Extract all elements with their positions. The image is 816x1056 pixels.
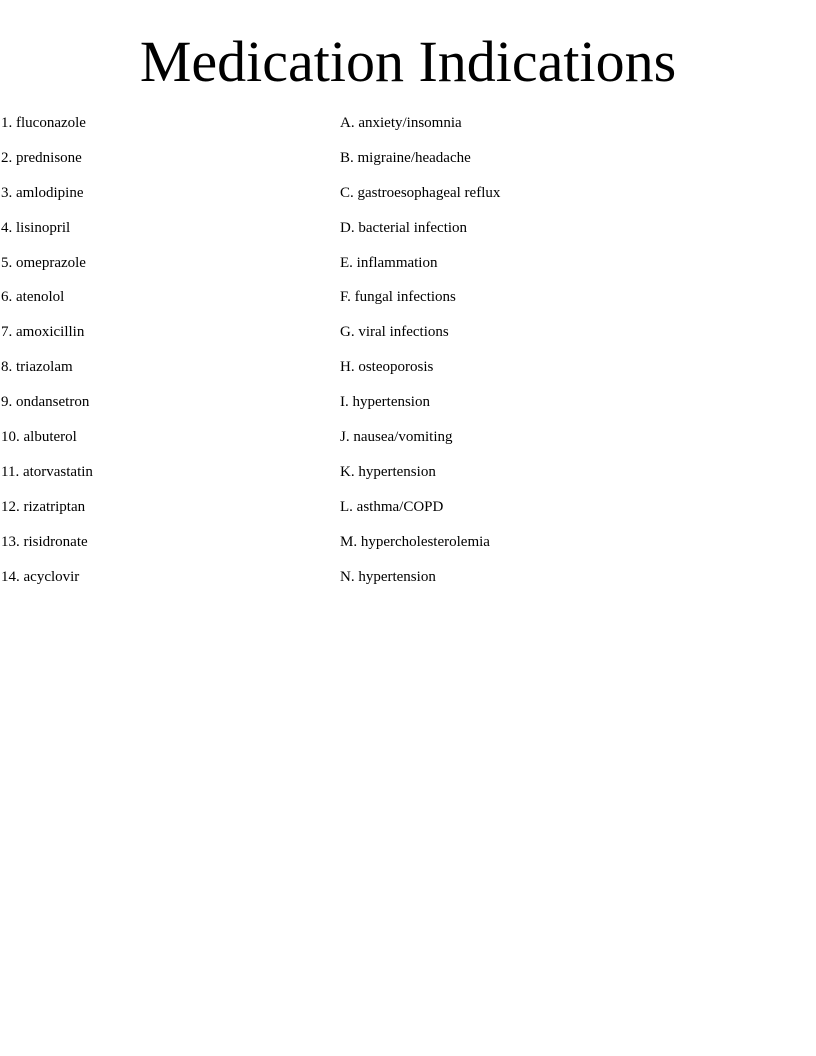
medication-item: 7. amoxicillin [1, 324, 85, 341]
indication-item: F. fungal infections [340, 289, 456, 306]
medication-item: 6. atenolol [1, 289, 65, 306]
match-row [0, 286, 816, 321]
match-row [0, 321, 816, 356]
medication-item: 8. triazolam [1, 359, 73, 376]
indication-item: K. hypertension [340, 463, 436, 480]
indication-item: J. nausea/vomiting [340, 429, 453, 446]
medication-item: 2. prednisone [1, 149, 82, 166]
indication-item: M. hypercholesterolemia [340, 533, 490, 550]
medication-item: 14. acyclovir [1, 568, 80, 585]
match-row [0, 496, 816, 531]
medication-item: 11. atorvastatin [1, 463, 93, 480]
medication-item: 10. albuterol [1, 429, 77, 446]
indication-item: C. gastroesophageal reflux [340, 184, 501, 201]
match-row [0, 426, 816, 461]
match-row [0, 461, 816, 496]
indication-item: D. bacterial infection [340, 219, 468, 236]
match-row [0, 531, 816, 566]
match-row [0, 252, 816, 287]
match-row [0, 391, 816, 426]
indication-item: A. anxiety/insomnia [340, 115, 462, 131]
matching-worksheet [0, 112, 816, 600]
match-row [0, 182, 816, 217]
medication-item: 13. risidronate [1, 533, 88, 550]
medication-item: 1. fluconazole [1, 115, 86, 131]
indication-item: E. inflammation [340, 254, 438, 271]
match-row [0, 566, 816, 601]
match-row [0, 356, 816, 391]
match-row [0, 112, 816, 147]
match-row [0, 147, 816, 182]
page-title: Medication Indications [139, 29, 677, 94]
indication-item: G. viral infections [340, 324, 449, 341]
indication-item: I. hypertension [340, 394, 430, 411]
indication-item: L. asthma/COPD [340, 498, 444, 515]
indication-item: H. osteoporosis [340, 359, 434, 376]
medication-item: 9. ondansetron [1, 394, 90, 411]
indication-item: B. migraine/headache [340, 149, 471, 166]
indication-item: N. hypertension [340, 568, 436, 585]
medication-item: 12. rizatriptan [1, 498, 86, 515]
medication-item: 5. omeprazole [1, 254, 86, 271]
medication-item: 4. lisinopril [1, 219, 71, 236]
medication-item: 3. amlodipine [1, 184, 84, 201]
match-row [0, 217, 816, 252]
